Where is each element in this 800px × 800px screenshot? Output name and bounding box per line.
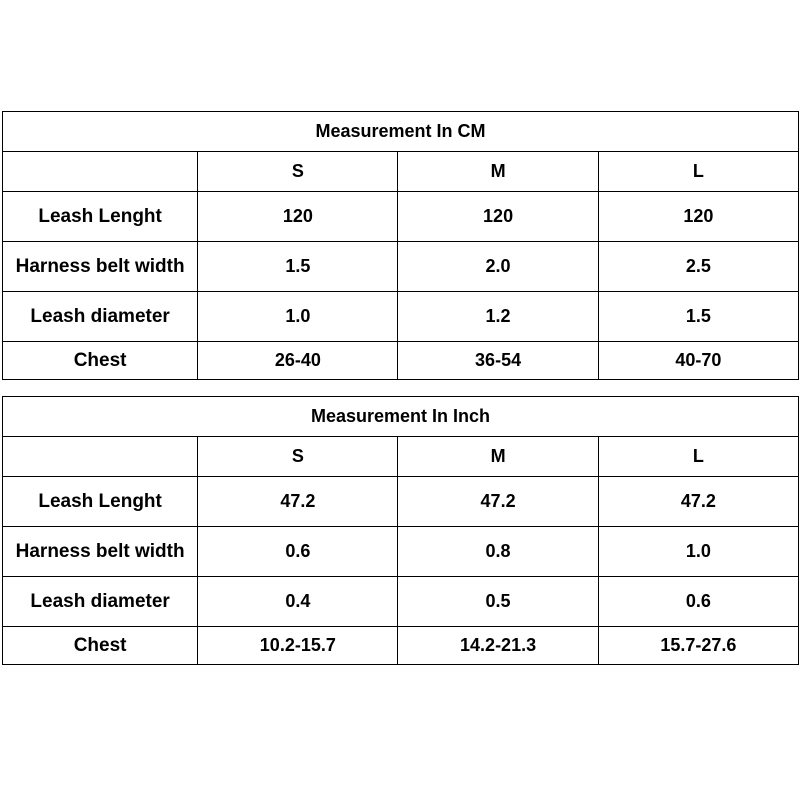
table-header-row [3, 437, 799, 477]
measurement-table-inch [2, 396, 799, 665]
table-row [3, 192, 799, 242]
cell-value: 1.5 [598, 292, 798, 342]
cell-value: 36-54 [398, 342, 598, 380]
cell-value: 47.2 [198, 477, 398, 527]
table-header-row [3, 152, 799, 192]
row-label: Harness belt width [3, 242, 198, 292]
cell-value: 1.0 [198, 292, 398, 342]
header-cell-s: S [198, 152, 398, 192]
table-row [3, 477, 799, 527]
table-title-row [3, 112, 799, 152]
cell-value: 0.8 [398, 527, 598, 577]
table-row [3, 242, 799, 292]
header-cell-empty [3, 437, 198, 477]
table-title-row [3, 397, 799, 437]
table-row [3, 627, 799, 665]
cell-value: 120 [198, 192, 398, 242]
row-label: Leash diameter [3, 292, 198, 342]
cell-value: 10.2-15.7 [198, 627, 398, 665]
cell-value: 47.2 [398, 477, 598, 527]
cell-value: 1.2 [398, 292, 598, 342]
row-label: Leash Lenght [3, 192, 198, 242]
cell-value: 2.0 [398, 242, 598, 292]
table-row [3, 527, 799, 577]
header-cell-l: L [598, 437, 798, 477]
cell-value: 0.4 [198, 577, 398, 627]
header-cell-m: M [398, 437, 598, 477]
cell-value: 40-70 [598, 342, 798, 380]
header-cell-s: S [198, 437, 398, 477]
table-title: Measurement In CM [3, 112, 799, 152]
cell-value: 1.0 [598, 527, 798, 577]
cell-value: 120 [398, 192, 598, 242]
cell-value: 47.2 [598, 477, 798, 527]
cell-value: 15.7-27.6 [598, 627, 798, 665]
header-cell-empty [3, 152, 198, 192]
cell-value: 0.6 [598, 577, 798, 627]
table-row [3, 342, 799, 380]
header-cell-l: L [598, 152, 798, 192]
table-row [3, 292, 799, 342]
row-label: Harness belt width [3, 527, 198, 577]
row-label: Leash Lenght [3, 477, 198, 527]
cell-value: 2.5 [598, 242, 798, 292]
cell-value: 1.5 [198, 242, 398, 292]
row-label: Chest [3, 627, 198, 665]
cell-value: 14.2-21.3 [398, 627, 598, 665]
header-cell-m: M [398, 152, 598, 192]
row-label: Chest [3, 342, 198, 380]
cell-value: 26-40 [198, 342, 398, 380]
cell-value: 0.6 [198, 527, 398, 577]
cell-value: 120 [598, 192, 798, 242]
measurement-table-cm [2, 111, 799, 380]
table-title: Measurement In Inch [3, 397, 799, 437]
cell-value: 0.5 [398, 577, 598, 627]
row-label: Leash diameter [3, 577, 198, 627]
table-row [3, 577, 799, 627]
